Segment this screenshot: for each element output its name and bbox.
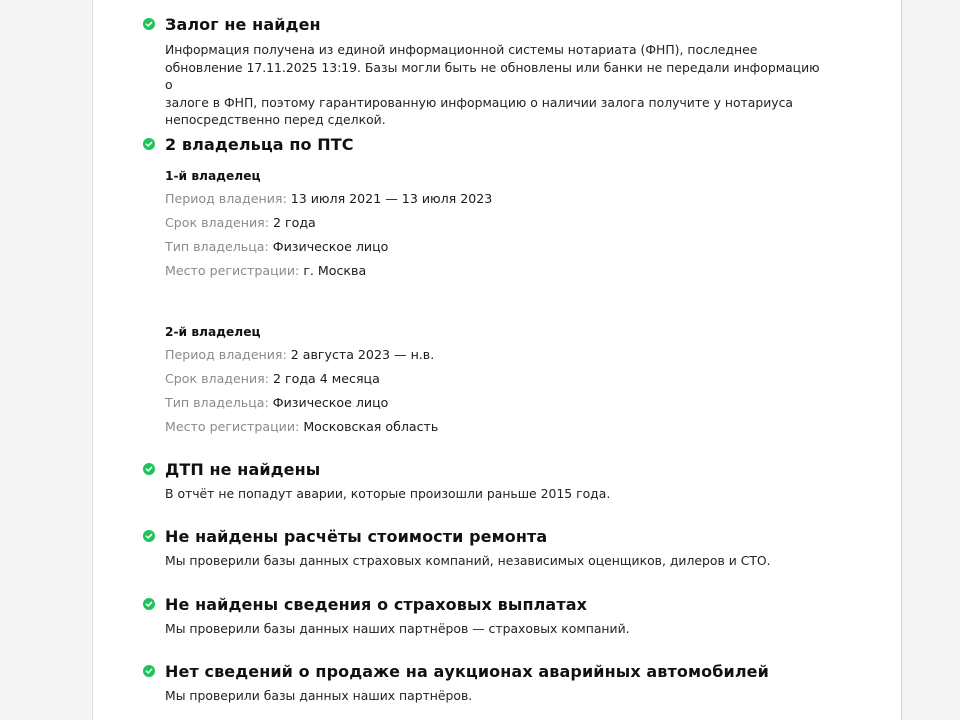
section-repairs: [143, 525, 823, 570]
row-value: 13 июля 2021 — 13 июля 2023: [290, 191, 493, 206]
check-circle-icon: [143, 463, 155, 475]
section-pledge: [143, 13, 823, 129]
section-description: [165, 41, 823, 129]
row-value: Физическое лицо: [272, 239, 389, 254]
owner-block-1: [165, 169, 765, 283]
owner-duration-row: [165, 367, 765, 391]
section-owners: [143, 133, 823, 155]
row-label: Тип владельца:: [165, 239, 269, 254]
desc-line: залоге в ФНП, поэтому гарантированную информацию о наличии залога получите у нотариуса: [165, 94, 794, 110]
row-value: г. Москва: [303, 263, 367, 278]
section-title: Залог не найден: [165, 14, 321, 34]
section-description: Мы проверили базы данных наших партнёров.: [165, 688, 473, 703]
owner-block-2: [165, 325, 765, 439]
check-circle-icon: [143, 665, 155, 677]
owner-title: 2-й владелец: [165, 325, 261, 339]
desc-line: непосредственно перед сделкой.: [165, 112, 386, 127]
section-title: Нет сведений о продаже на аукционах аварийных автомобилей: [165, 661, 769, 681]
owner-period-row: [165, 343, 765, 367]
owner-duration-row: [165, 211, 765, 235]
row-label: Тип владельца:: [165, 395, 269, 410]
check-circle-icon: [143, 138, 155, 150]
check-circle-icon: [143, 530, 155, 542]
row-label: Место регистрации:: [165, 263, 300, 278]
section-auctions: [143, 660, 823, 705]
section-title: 2 владельца по ПТС: [165, 134, 354, 154]
row-value: Московская область: [303, 419, 439, 434]
section-description: Мы проверили базы данных страховых компаний, независимых оценщиков, дилеров и СТО.: [165, 553, 771, 568]
section-description: В отчёт не попадут аварии, которые произошли раньше 2015 года.: [165, 486, 611, 501]
section-insurance: [143, 593, 823, 638]
owner-type-row: [165, 391, 765, 415]
row-label: Срок владения:: [165, 215, 269, 230]
report-card: [92, 0, 902, 720]
desc-line: Информация получена из единой информационной системы нотариата (ФНП), последнее: [165, 42, 758, 57]
owner-region-row: [165, 259, 765, 283]
row-label: Срок владения:: [165, 371, 269, 386]
check-circle-icon: [143, 18, 155, 30]
owner-title: 1-й владелец: [165, 169, 261, 183]
row-value: 2 года: [273, 215, 316, 230]
row-value: 2 августа 2023 — н.в.: [290, 347, 435, 362]
row-label: Период владения:: [165, 191, 287, 206]
check-circle-icon: [143, 598, 155, 610]
section-accidents: [143, 458, 823, 503]
owner-type-row: [165, 235, 765, 259]
row-value: 2 года 4 месяца: [273, 371, 380, 386]
row-label: Период владения:: [165, 347, 287, 362]
section-title: Не найдены расчёты стоимости ремонта: [165, 526, 548, 546]
desc-line: обновление 17.11.2025 13:19. Базы могли быть не обновлены или банки не передали информацию о: [165, 59, 820, 92]
row-label: Место регистрации:: [165, 419, 300, 434]
section-title: Не найдены сведения о страховых выплатах: [165, 594, 588, 614]
section-description: Мы проверили базы данных наших партнёров — страховых компаний.: [165, 621, 630, 636]
row-value: Физическое лицо: [272, 395, 389, 410]
owner-period-row: [165, 187, 765, 211]
section-title: ДТП не найдены: [165, 459, 321, 479]
owner-region-row: [165, 415, 765, 439]
